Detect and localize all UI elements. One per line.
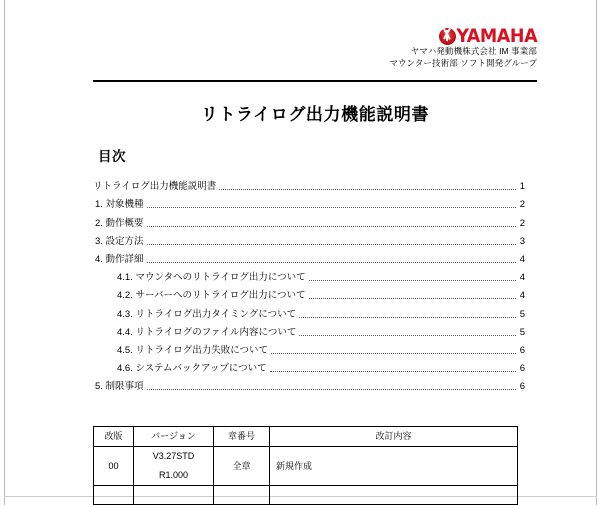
toc-entry[interactable] (93, 303, 525, 321)
toc-entry-label: 4.6. システムバックアップについて (117, 363, 267, 375)
page-edge-right (596, 0, 597, 505)
toc-leader-dots (147, 244, 516, 245)
toc-page-number: 2 (519, 199, 525, 211)
page-title: リトライログ出力機能説明書 (200, 105, 430, 124)
toc-entry-label: 1. 対象機種 (95, 199, 144, 211)
toc-page-number: 5 (519, 308, 525, 320)
document-header (88, 26, 537, 69)
toc-leader-dots (147, 389, 516, 390)
toc-entry-label: 2. 動作概要 (95, 217, 144, 229)
toc-page-number: 4 (519, 253, 525, 265)
yamaha-tuning-fork-logo-icon (439, 28, 456, 45)
table-header-row (94, 427, 518, 447)
table-cell-naiyou: 新規作成 (270, 447, 518, 486)
toc-page-number: 5 (519, 326, 525, 338)
toc-entry-label: 3. 設定方法 (95, 235, 144, 247)
toc-entry-label: 4.1. マウンタへのリトライログ出力について (117, 272, 306, 284)
page-sheet (5, 0, 596, 496)
toc-leader-dots (147, 226, 516, 227)
table-cell-shou: 全章 (214, 447, 270, 486)
toc-entry[interactable] (93, 231, 525, 249)
toc-entry-label: 4. 動作詳細 (95, 253, 144, 265)
org-line-2: マウンター技術部 ソフト開発グループ (389, 57, 537, 68)
toc-entry[interactable] (93, 267, 525, 285)
toc-entry-label: リトライログ出力機能説明書 (93, 181, 217, 193)
toc-entry-label: 5. 制限事項 (95, 381, 144, 393)
toc-entry[interactable] (93, 358, 525, 376)
table-row (94, 486, 518, 505)
toc-page-number: 1 (519, 181, 525, 193)
header-divider (93, 80, 537, 82)
toc-leader-dots (271, 353, 516, 354)
toc-page-number: 4 (519, 290, 525, 302)
table-cell-kaihan: 00 (94, 447, 134, 486)
column-header-naiyou: 改訂内容 (270, 427, 518, 447)
table-cell-naiyou (270, 486, 518, 505)
toc-leader-dots (147, 207, 516, 208)
toc-page-number: 2 (519, 217, 525, 229)
toc-page-number: 6 (519, 363, 525, 375)
toc-entry[interactable] (93, 322, 525, 340)
toc-entry[interactable] (93, 340, 525, 358)
toc-leader-dots (147, 262, 516, 263)
toc-leader-dots (309, 280, 516, 281)
toc-leader-dots (270, 371, 516, 372)
table-cell-kaihan (94, 486, 134, 505)
toc-page-number: 6 (519, 344, 525, 356)
toc-heading: 目次 (98, 149, 126, 164)
toc-entry[interactable] (93, 194, 525, 212)
toc-entry-label: 4.4. リトライログのファイル内容について (117, 326, 297, 338)
toc-leader-dots (309, 298, 516, 299)
toc-entry[interactable] (93, 176, 525, 194)
toc-entry-label: 4.3. リトライログ出力タイミングについて (117, 308, 297, 320)
toc-page-number: 4 (519, 272, 525, 284)
table-cell-version: V3.27STD R1.000 (134, 447, 214, 486)
org-line-1: ヤマハ発動機株式会社 IM 事業部 (410, 46, 537, 56)
toc-entry[interactable] (93, 285, 525, 303)
toc-page-number: 3 (519, 235, 525, 247)
toc-entry[interactable] (93, 212, 525, 230)
table-row (94, 447, 518, 486)
column-header-kaihan: 改版 (94, 427, 134, 447)
toc-list (93, 176, 525, 394)
toc-leader-dots (299, 335, 516, 336)
toc-leader-dots (299, 317, 516, 318)
revision-history-table (93, 426, 518, 505)
table-cell-shou (214, 486, 270, 505)
yamaha-logo (88, 26, 537, 46)
toc-entry[interactable] (93, 376, 525, 394)
toc-entry-label: 4.5. リトライログ出力失敗について (117, 344, 269, 356)
column-header-version: バージョン (134, 427, 214, 447)
table-cell-version (134, 486, 214, 505)
toc-entry-label: 4.2. サーバーへのリトライログ出力について (117, 290, 306, 302)
toc-leader-dots (219, 189, 516, 190)
yamaha-wordmark: YAMAHA (456, 24, 537, 47)
toc-page-number: 6 (519, 381, 525, 393)
toc-entry[interactable] (93, 249, 525, 267)
column-header-shoubangou: 章番号 (214, 427, 270, 447)
